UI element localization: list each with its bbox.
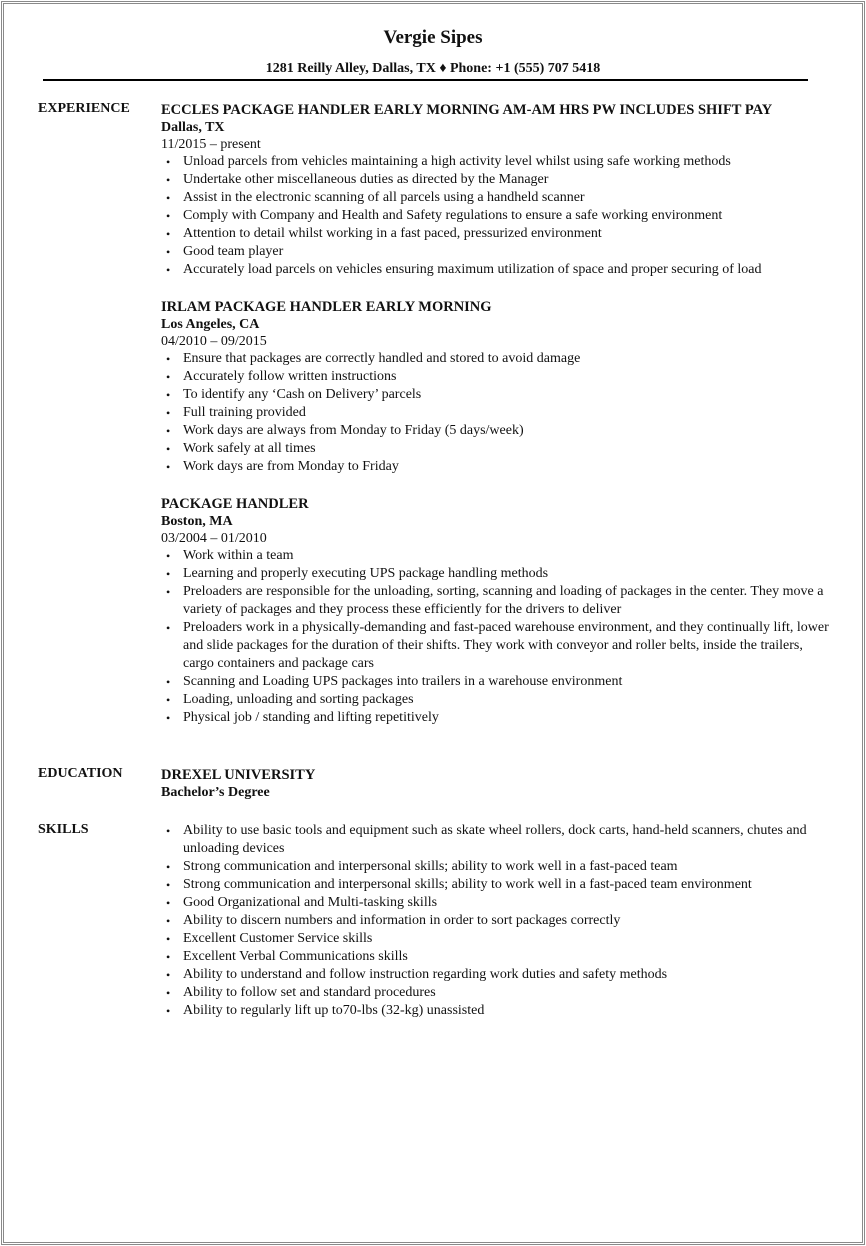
list-item: • Strong communication and interpersonal skills; ability to work well in a fast-paced team (183, 858, 831, 876)
list-item: • Work within a team (183, 547, 831, 565)
list-item: • Work days are always from Monday to Friday (5 days/week) (183, 422, 831, 440)
list-item: • Strong communication and interpersonal skills; ability to work well in a fast-paced team environment (183, 876, 831, 894)
job-entry (161, 101, 831, 279)
list-item: • Work days are from Monday to Friday (183, 458, 831, 476)
list-item: • Ensure that packages are correctly handled and stored to avoid damage (183, 350, 831, 368)
list-item: • To identify any ‘Cash on Delivery’ parcels (183, 386, 831, 404)
job-dates: 04/2010 – 09/2015 (161, 334, 267, 349)
degree: Bachelor’s Degree (161, 785, 270, 800)
list-item: • Attention to detail whilst working in a fast paced, pressurized environment (183, 225, 831, 243)
list-item: • Preloaders work in a physically-demanding and fast-paced warehouse environment, and they continually lift, lower and slide packages for the duration of their shifts. They work with conveyor and roller belts, inside the trailers, cargo containers and package cars (183, 619, 831, 673)
list-item: • Ability to use basic tools and equipment such as skate wheel rollers, dock carts, hand-held scanners, chutes and unloading devices (183, 822, 831, 858)
list-item: • Scanning and Loading UPS packages into trailers in a warehouse environment (183, 673, 831, 691)
list-item: • Ability to understand and follow instruction regarding work duties and safety methods (183, 966, 831, 984)
list-item: • Preloaders are responsible for the unloading, sorting, scanning and loading of packages in the center. They move a variety of packages and they process these efficiently for the drivers to deliver (183, 583, 831, 619)
job-dates: 03/2004 – 01/2010 (161, 531, 267, 546)
list-item: • Ability to discern numbers and information in order to sort packages correctly (183, 912, 831, 930)
section-label-experience: EXPERIENCE (38, 101, 130, 116)
list-item: • Comply with Company and Health and Safety regulations to ensure a safe working environment (183, 207, 831, 225)
list-item: • Work safely at all times (183, 440, 831, 458)
job-bullets (161, 350, 831, 476)
list-item: • Loading, unloading and sorting packages (183, 691, 831, 709)
header-divider (43, 79, 808, 81)
list-item: • Excellent Customer Service skills (183, 930, 831, 948)
job-entry (161, 495, 831, 727)
list-item: • Accurately load parcels on vehicles ensuring maximum utilization of space and proper securing of load (183, 261, 831, 279)
job-title: IRLAM PACKAGE HANDLER EARLY MORNING (161, 299, 492, 315)
section-label-education: EDUCATION (38, 766, 123, 781)
list-item: • Learning and properly executing UPS package handling methods (183, 565, 831, 583)
list-item: • Physical job / standing and lifting repetitively (183, 709, 831, 727)
contact-line: 1281 Reilly Alley, Dallas, TX ♦ Phone: +1 (555) 707 5418 (265, 61, 601, 76)
job-location: Dallas, TX (161, 120, 225, 135)
job-entry (161, 298, 831, 476)
list-item: • Full training provided (183, 404, 831, 422)
list-item: • Accurately follow written instructions (183, 368, 831, 386)
list-item: • Good Organizational and Multi-tasking skills (183, 894, 831, 912)
list-item: • Unload parcels from vehicles maintaining a high activity level whilst using safe working methods (183, 153, 831, 171)
school-name: DREXEL UNIVERSITY (161, 767, 316, 783)
experience-list (161, 101, 831, 746)
job-title: ECCLES PACKAGE HANDLER EARLY MORNING AM-AM HRS PW INCLUDES SHIFT PAY (161, 102, 773, 118)
list-item: • Undertake other miscellaneous duties as directed by the Manager (183, 171, 831, 189)
job-title: PACKAGE HANDLER (161, 496, 309, 512)
skills-body (161, 822, 831, 1020)
job-dates: 11/2015 – present (161, 137, 261, 152)
section-label-skills: SKILLS (38, 822, 89, 837)
skills-list (161, 822, 831, 1020)
list-item: • Good team player (183, 243, 831, 261)
education-body (161, 766, 831, 801)
job-location: Los Angeles, CA (161, 317, 260, 332)
candidate-name: Vergie Sipes (383, 27, 483, 48)
list-item: • Ability to regularly lift up to70-lbs (32-kg) unassisted (183, 1002, 831, 1020)
list-item: • Ability to follow set and standard procedures (183, 984, 831, 1002)
job-location: Boston, MA (161, 514, 233, 529)
job-bullets (161, 547, 831, 727)
list-item: • Assist in the electronic scanning of all parcels using a handheld scanner (183, 189, 831, 207)
job-bullets (161, 153, 831, 279)
list-item: • Excellent Verbal Communications skills (183, 948, 831, 966)
